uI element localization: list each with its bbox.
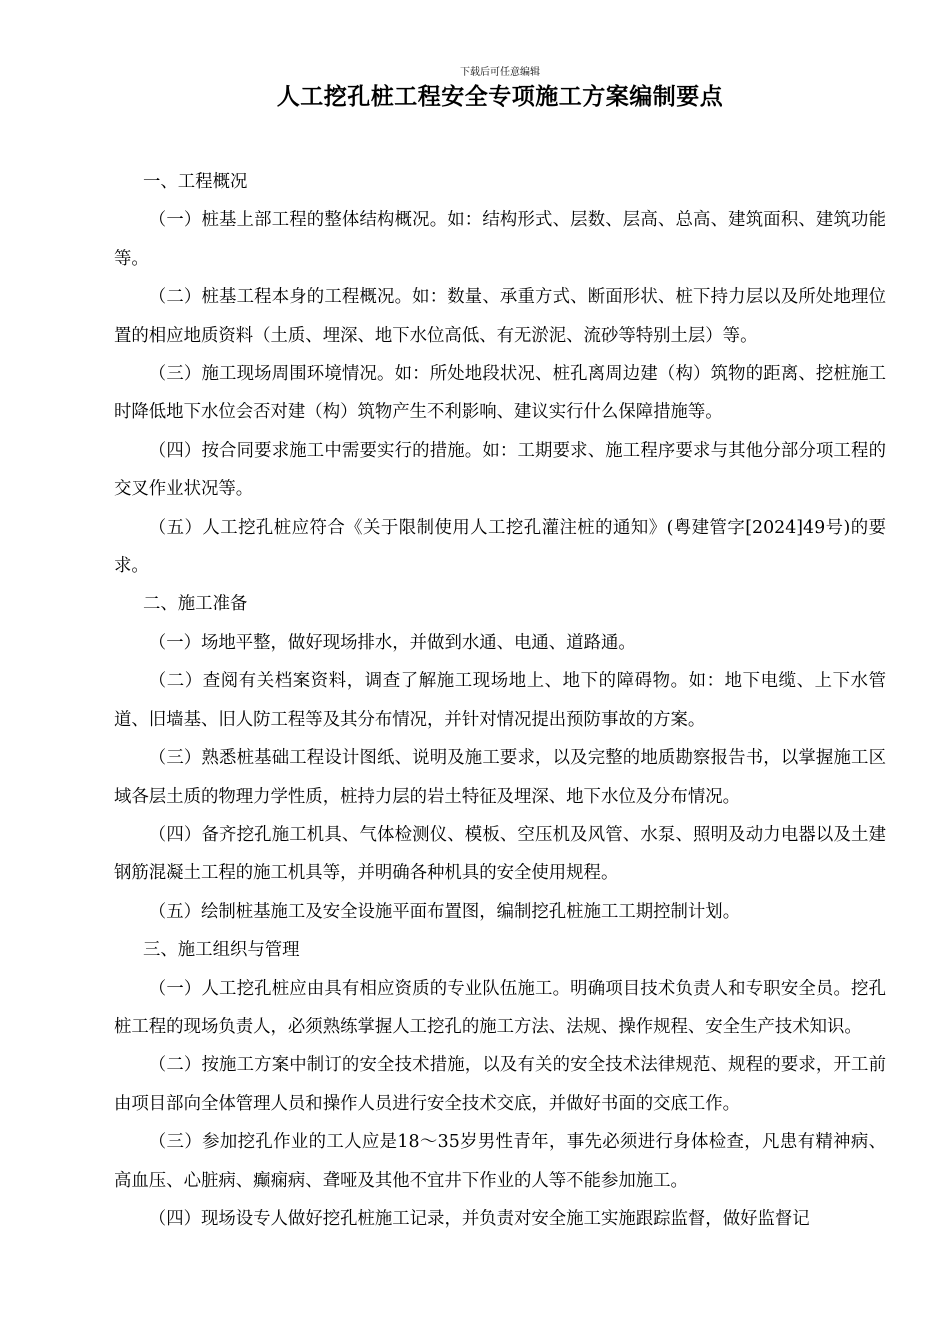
section-heading-organization: 三、施工组织与管理	[143, 940, 300, 961]
paragraph: （二）按施工方案中制订的安全技术措施，以及有关的安全技术法律规范、规程的要求，开工前由项目部向全体管理人员和操作人员进行安全技术交底，并做好书面的交底工作。	[114, 1055, 886, 1114]
paragraph: （三）熟悉桩基础工程设计图纸、说明及施工要求，以及完整的地质勘察报告书，以掌握施工区域各层土质的物理力学性质，桩持力层的岩土特征及埋深、地下水位及分布情况。	[114, 748, 886, 807]
paragraph: （三）参加挖孔作业的工人应是18～35岁男性青年，事先必须进行身体检查，凡患有精神病、高血压、心脏病、癫痫病、聋哑及其他不宜井下作业的人等不能参加施工。	[114, 1132, 886, 1191]
paragraph: （二）查阅有关档案资料，调查了解施工现场地上、地下的障碍物。如：地下电缆、上下水管道、旧墙基、旧人防工程等及其分布情况，并针对情况提出预防事故的方案。	[114, 671, 886, 730]
section-heading-preparation: 二、施工准备	[143, 594, 248, 615]
paragraph: （一）场地平整，做好现场排水，并做到水通、电通、道路通。	[148, 632, 636, 653]
header-note: 下载后可任意编辑	[460, 67, 540, 78]
paragraph: （四）按合同要求施工中需要实行的措施。如：工期要求、施工程序要求与其他分部分项工程的交叉作业状况等。	[114, 440, 886, 500]
paragraph: （四）现场设专人做好挖孔桩施工记录，并负责对安全施工实施跟踪监督，做好监督记	[148, 1208, 810, 1229]
document-title: 人工挖孔桩工程安全专项施工方案编制要点	[276, 84, 724, 110]
paragraph: （五）人工挖孔桩应符合《关于限制使用人工挖孔灌注桩的通知》(粤建管字[2024]49号)的要求。	[114, 517, 886, 577]
paragraph: （一）人工挖孔桩应由具有相应资质的专业队伍施工。明确项目技术负责人和专职安全员。挖孔桩工程的现场负责人，必须熟练掌握人工挖孔的施工方法、法规、操作规程、安全生产技术知识。	[114, 978, 886, 1037]
section-heading-overview: 一、工程概况	[143, 172, 248, 192]
paragraph: （一）桩基上部工程的整体结构概况。如：结构形式、层数、层高、总高、建筑面积、建筑功能等。	[114, 210, 886, 269]
paragraph: （五）绘制桩基施工及安全设施平面布置图，编制挖孔桩施工工期控制计划。	[148, 901, 741, 922]
document-body	[114, 163, 886, 1238]
paragraph: （三）施工现场周围环境情况。如：所处地段状况、桩孔离周边建（构）筑物的距离、挖桩施工时降低地下水位会否对建（构）筑物产生不利影响、建议实行什么保障措施等。	[114, 364, 886, 423]
paragraph: （二）桩基工程本身的工程概况。如：数量、承重方式、断面形状、桩下持力层以及所处地理位置的相应地质资料（土质、埋深、地下水位高低、有无淤泥、流砂等特别土层）等。	[114, 287, 886, 346]
paragraph: （四）备齐挖孔施工机具、气体检测仪、模板、空压机及风管、水泵、照明及动力电器以及土建钢筋混凝土工程的施工机具等，并明确各种机具的安全使用规程。	[114, 824, 886, 884]
